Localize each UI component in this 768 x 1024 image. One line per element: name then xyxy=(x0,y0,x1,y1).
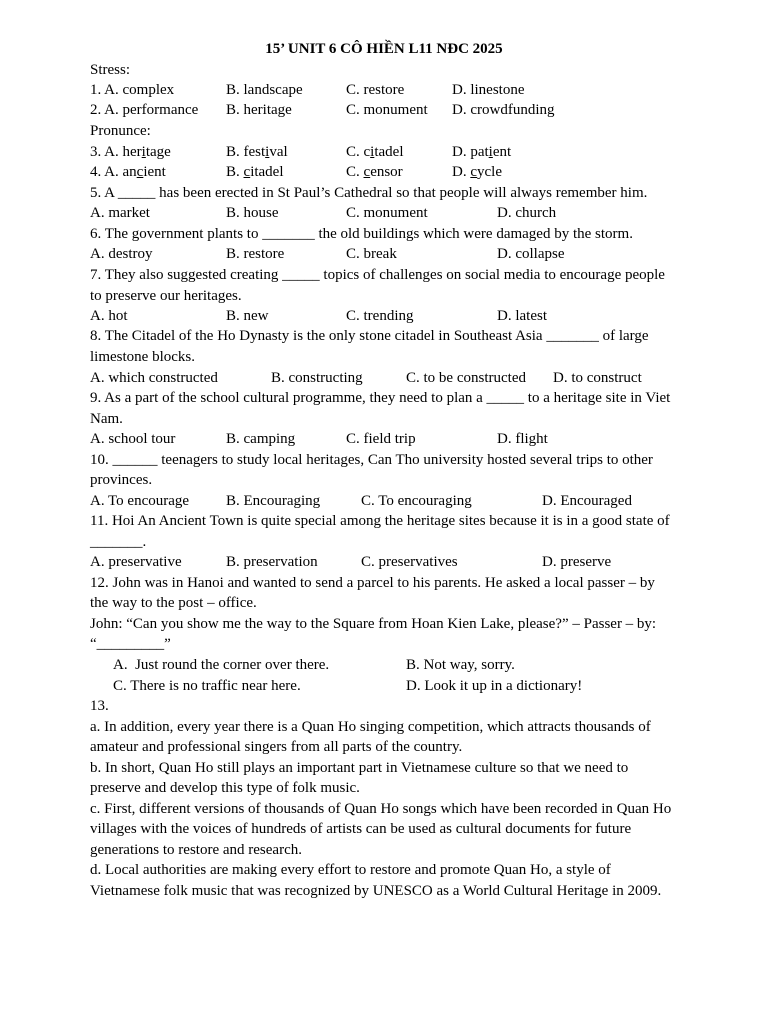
section-label-pronounce: Pronunce: xyxy=(90,123,151,139)
q12-option-b: B. Not way, sorry. xyxy=(406,657,515,673)
q10-option-c: C. To encouraging xyxy=(361,493,472,509)
q2-option-b: B. heritage xyxy=(226,102,292,118)
q8-option-c: C. to be constructed xyxy=(406,370,526,386)
q9-option-b: B. camping xyxy=(226,431,296,447)
q4-option-b: B. citadel xyxy=(226,164,284,180)
section-label-stress: Stress: xyxy=(90,62,131,78)
q13-sentence-d-line-2: Vietnamese folk music that was recognized by UNESCO as a World Cultural Heritage in 2009. xyxy=(90,883,662,899)
q3-option-b: B. festival xyxy=(226,144,288,160)
q13-sentence-d-line-1: d. Local authorities are making every effort to restore and promote Quan Ho, a style of xyxy=(90,862,611,878)
q7-option-d: D. latest xyxy=(497,308,547,324)
q11-stem-line-2: _______. xyxy=(90,534,147,550)
q6-option-b: B. restore xyxy=(226,246,285,262)
q9-stem-line-1: 9. As a part of the school cultural programme, they need to plan a _____ to a heritage site in Viet xyxy=(90,390,671,406)
q8-option-d: D. to construct xyxy=(553,370,642,386)
q10-option-b: B. Encouraging xyxy=(226,493,321,509)
q2-option-a: 2. A. performance xyxy=(90,102,199,118)
q11-option-c: C. preservatives xyxy=(361,554,458,570)
q6-stem: 6. The government plants to _______ the old buildings which were damaged by the storm. xyxy=(90,226,633,242)
q3-option-a: 3. A. heritage xyxy=(90,144,171,160)
q3-option-c: C. citadel xyxy=(346,144,404,160)
q6-option-c: C. break xyxy=(346,246,397,262)
q12-stem-line-4: “_________” xyxy=(90,636,171,652)
q12-option-d: D. Look it up in a dictionary! xyxy=(406,678,583,694)
q8-option-a: A. which constructed xyxy=(90,370,218,386)
q9-option-c: C. field trip xyxy=(346,431,416,447)
q12-stem-line-2: the way to the post – office. xyxy=(90,595,257,611)
q2-option-c: C. monument xyxy=(346,102,428,118)
q5-stem: 5. A _____ has been erected in St Paul’s Cathedral so that people will always remember him. xyxy=(90,185,648,201)
q12-option-a: A. Just round the corner over there. xyxy=(113,657,330,673)
q11-option-a: A. preservative xyxy=(90,554,182,570)
q7-option-a: A. hot xyxy=(90,308,128,324)
q4-option-d: D. cycle xyxy=(452,164,502,180)
q10-option-a: A. To encourage xyxy=(90,493,190,509)
q11-stem-line-1: 11. Hoi An Ancient Town is quite special among the heritage sites because it is in a good state of xyxy=(90,513,670,529)
q7-stem-line-2: to preserve our heritages. xyxy=(90,288,242,304)
q6-option-a: A. destroy xyxy=(90,246,153,262)
q13-number: 13. xyxy=(90,698,109,714)
q6-option-d: D. collapse xyxy=(497,246,565,262)
q13-sentence-c-line-1: c. First, different versions of thousands of Quan Ho songs which have been recorded in Quan Ho xyxy=(90,801,672,817)
q1-option-d: D. linestone xyxy=(452,82,525,98)
q5-option-a: A. market xyxy=(90,205,150,221)
q9-option-a: A. school tour xyxy=(90,431,176,447)
page-title: 15’ UNIT 6 CÔ HIỀN L11 NĐC 2025 xyxy=(265,41,503,57)
q7-option-c: C. trending xyxy=(346,308,414,324)
q9-option-d: D. flight xyxy=(497,431,548,447)
q13-sentence-c-line-2: villages with the voices of hundreds of artists can be used as cultural documents for future xyxy=(90,821,632,837)
q3-option-d: D. patient xyxy=(452,144,512,160)
q11-option-b: B. preservation xyxy=(226,554,318,570)
q1-option-a: 1. A. complex xyxy=(90,82,175,98)
q1-option-b: B. landscape xyxy=(226,82,303,98)
q4-option-c: C. censor xyxy=(346,164,403,180)
q10-stem-line-1: 10. ______ teenagers to study local heritages, Can Tho university hosted several trips to other xyxy=(90,452,653,468)
q12-stem-line-1: 12. John was in Hanoi and wanted to send a parcel to his parents. He asked a local passer – by xyxy=(90,575,655,591)
q5-option-c: C. monument xyxy=(346,205,428,221)
q1-option-c: C. restore xyxy=(346,82,405,98)
q13-sentence-b-line-2: preserve and develop this type of folk music. xyxy=(90,780,360,796)
q13-sentence-c-line-3: generations to restore and research. xyxy=(90,842,302,858)
q4-option-a: 4. A. ancient xyxy=(90,164,166,180)
q8-option-b: B. constructing xyxy=(271,370,363,386)
q10-stem-line-2: provinces. xyxy=(90,472,153,488)
q9-stem-line-2: Nam. xyxy=(90,411,123,427)
q13-sentence-a-line-1: a. In addition, every year there is a Quan Ho singing competition, which attracts thousands of xyxy=(90,719,651,735)
q10-option-d: D. Encouraged xyxy=(542,493,632,509)
q12-stem-line-3: John: “Can you show me the way to the Square from Hoan Kien Lake, please?” – Passer – by: xyxy=(90,616,657,632)
q8-stem-line-1: 8. The Citadel of the Ho Dynasty is the only stone citadel in Southeast Asia _______ of large xyxy=(90,328,649,344)
q13-sentence-a-line-2: amateur and professional singers from all parts of the country. xyxy=(90,739,463,755)
q13-sentence-b-line-1: b. In short, Quan Ho still plays an important part in Vietnamese culture so that we need to xyxy=(90,760,629,776)
q2-option-d: D. crowdfunding xyxy=(452,102,555,118)
q7-option-b: B. new xyxy=(226,308,269,324)
q12-option-c: C. There is no traffic near here. xyxy=(113,678,301,694)
q7-stem-line-1: 7. They also suggested creating _____ topics of challenges on social media to encourage people xyxy=(90,267,665,283)
q11-option-d: D. preserve xyxy=(542,554,612,570)
q5-option-b: B. house xyxy=(226,205,279,221)
q8-stem-line-2: limestone blocks. xyxy=(90,349,195,365)
q5-option-d: D. church xyxy=(497,205,557,221)
